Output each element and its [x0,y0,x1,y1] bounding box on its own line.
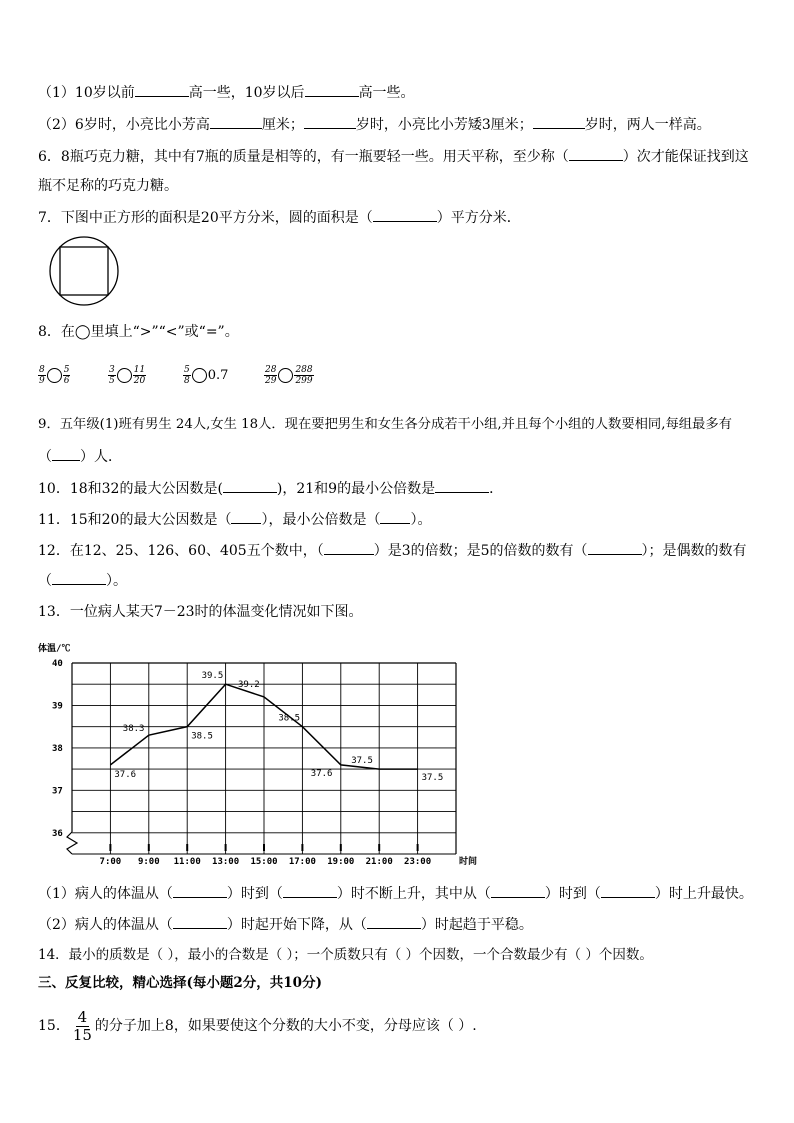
compare-circle[interactable] [192,368,207,383]
x-axis-label: 时间 [459,857,478,867]
answer-blank[interactable] [231,510,261,524]
q8-compare-1 [38,365,70,386]
q5-s2-text-d: 岁时，两人一样高。 [584,117,711,133]
data-label: 37.5 [421,773,444,784]
q6-text-b: ）次才能保证找到这 [622,149,749,165]
y-tick-label: 38 [52,743,63,754]
answer-blank[interactable] [324,541,374,555]
denominator: 8 [184,376,190,386]
answer-blank[interactable] [380,510,410,524]
q12-text-e: ）。 [106,573,127,589]
chart-grid [72,663,456,854]
q15-text-a: 15． [38,1018,70,1034]
fraction [108,365,116,386]
q7 [38,208,521,227]
q13-s1-text-b: ）时到（ [226,886,283,902]
chart-axes [67,832,418,854]
y-tick-label: 37 [52,786,63,797]
q7-text-a: 7．下图中正方形的面积是20平方分米，圆的面积是（ [38,210,373,226]
answer-blank[interactable] [52,447,80,461]
fraction [294,365,313,386]
q13-sub1 [38,884,753,903]
q11-text-a: 11．15和20的最大公因数是（ [38,512,232,528]
x-tick-label: 11:00 [173,857,201,867]
answer-blank[interactable] [173,915,227,929]
q5-sub1 [38,83,415,102]
data-label: 37.5 [351,756,373,767]
circle-square-figure [47,236,121,306]
section-3-title [38,974,322,992]
denominator: 5 [109,376,115,386]
denominator: 29 [265,376,277,386]
q5-sub2 [38,115,711,134]
q10-text-a: 10．18和32的最大公因数是( [38,481,223,497]
q11 [38,510,431,529]
data-label: 38.5 [278,713,301,724]
q13-title [38,603,363,621]
numerator: 11 [133,365,146,375]
compare-circle[interactable] [47,368,62,383]
q6-text-c: 瓶不足称的巧克力糖。 [38,178,178,194]
fraction [63,365,71,386]
q14-text: 14．最小的质数是（ ），最小的合数是（ ）；一个质数只有（ ）个因数，一个合数最少有（ ）个因数。 [38,947,653,963]
answer-blank[interactable] [210,115,262,129]
q5-s1-text-b: 高一些，10岁以后 [188,85,305,101]
answer-blank[interactable] [52,571,106,585]
q5-s1-text-c: 高一些。 [358,85,415,101]
y-tick-label: 40 [52,659,63,669]
x-tick-label: 19:00 [327,857,355,867]
fraction [133,365,146,386]
q13-sub2 [38,915,533,934]
chart-labels [38,642,477,867]
answer-blank[interactable] [435,479,489,493]
numerator: 5 [184,365,190,375]
fraction [183,365,191,386]
answer-blank[interactable] [135,83,189,97]
q6-line2 [38,177,178,195]
q8-compare-4 [264,365,314,386]
numerator: 3 [109,365,115,375]
x-tick-label: 7:00 [99,857,122,867]
answer-blank[interactable] [173,884,227,898]
x-tick-label: 15:00 [250,857,278,867]
answer-blank[interactable] [491,884,545,898]
q11-text-c: ）。 [410,512,432,528]
denominator: 299 [295,376,313,386]
denominator: 15 [72,1025,92,1044]
q13-s2-text-c: ）时起趋于平稳。 [420,917,533,933]
y-tick-label: 36 [52,828,63,839]
q13-s1-text-d: ）时到（ [544,886,601,902]
answer-blank[interactable] [305,83,359,97]
data-label: 38.3 [122,724,145,735]
q13-s2-text-b: ）时起开始下降，从（ [226,917,367,933]
q11-text-b: ），最小公倍数是（ [261,512,381,528]
q8-title [38,323,239,341]
numerator: 5 [63,365,70,375]
q7-text-b: ）平方分米． [436,210,521,226]
numerator: 28 [265,365,277,375]
q12-line1 [38,541,747,560]
answer-blank[interactable] [283,884,337,898]
y-tick-label: 39 [52,701,63,712]
answer-blank[interactable] [223,479,277,493]
q13-s1-text-a: （1）病人的体温从（ [38,886,173,902]
q13-s1-text-e: ）时上升最快。 [654,886,753,902]
fraction [38,365,46,386]
x-tick-label: 17:00 [288,857,316,867]
temperature-chart [38,638,478,870]
q9-text-a: 9．五年级(1)班有男生 24人,女生 18人．现在要把男生和女生各分成若干小组,并且每个小组的人数要相同,每组最多有 [38,417,732,432]
q12-text-c: ）；是偶数的数有 [641,543,747,559]
compare-circle[interactable] [117,368,132,383]
q12-text-d: （ [38,573,52,589]
q9-text-c: ）人． [80,449,122,465]
compare-circle[interactable] [278,368,293,383]
denominator: 9 [39,376,45,386]
y-axis-label: 体温/℃ [38,644,71,654]
q9-text-b: （ [38,449,52,465]
q9-line1 [38,416,732,434]
x-tick-label: 21:00 [365,857,393,867]
q10 [38,479,503,498]
numerator: 288 [295,365,313,375]
answer-blank[interactable] [588,541,642,555]
data-label: 38.5 [191,731,213,742]
q10-text-c: ． [489,481,504,497]
data-label: 37.6 [310,768,333,779]
axis-break-mark [67,832,77,854]
q12-line2 [38,571,127,590]
q12-text-b: ）是3的倍数；是5的倍数的数有（ [373,543,588,559]
denominator: 20 [133,376,146,386]
answer-blank[interactable] [569,147,623,161]
q8-compare-2 [108,365,146,386]
q15 [38,1008,477,1044]
fraction [73,1009,92,1044]
numerator: 8 [39,365,45,375]
section-3-text: 三、反复比较，精心选择(每小题2分，共10分) [38,975,322,991]
data-label: 39.5 [201,671,224,682]
numerator: 4 [77,1007,88,1026]
q6-line1 [38,147,749,166]
data-label: 39.2 [238,679,260,690]
decimal-value: 0.7 [207,368,229,383]
q14 [38,946,653,964]
q5-s2-text-b: 厘米； [261,117,304,133]
answer-blank[interactable] [601,884,655,898]
q6-text-a: 6．8瓶巧克力糖，其中有7瓶的质量是相等的，有一瓶要轻一些。用天平称，至少称（ [38,149,569,165]
fraction [264,365,277,386]
q8-compare-3 [183,365,228,386]
q5-s2-text-c: 岁时，小亮比小芳矮3厘米； [355,117,533,133]
denominator: 6 [63,376,70,386]
q13-text: 13．一位病人某天7－23时的体温变化情况如下图。 [38,604,363,620]
x-tick-label: 13:00 [212,857,240,867]
answer-blank[interactable] [367,915,421,929]
q15-text-b: 的分子加上8，如果要使这个分数的大小不变，分母应该（ ）. [94,1018,477,1034]
data-label: 37.6 [114,769,137,780]
figure-square [60,247,108,295]
q5-s2-text-a: （2）6岁时，小亮比小芳高 [38,117,210,133]
q8-text: 8．在◯里填上“>”“<”或“=”。 [38,324,239,340]
q10-text-b: )，21和9的最小公倍数是 [276,481,436,497]
x-tick-label: 23:00 [404,857,432,867]
q13-s2-text-a: （2）病人的体温从（ [38,917,173,933]
answer-blank[interactable] [533,115,585,129]
x-tick-label: 9:00 [137,857,160,867]
answer-blank[interactable] [373,208,437,222]
answer-blank[interactable] [304,115,356,129]
q9-line2 [38,447,122,466]
q13-s1-text-c: ）时不断上升，其中从（ [336,886,491,902]
q5-s1-text-a: （1）10岁以前 [38,85,135,101]
q12-text-a: 12．在12、25、126、60、405五个数中，（ [38,543,324,559]
